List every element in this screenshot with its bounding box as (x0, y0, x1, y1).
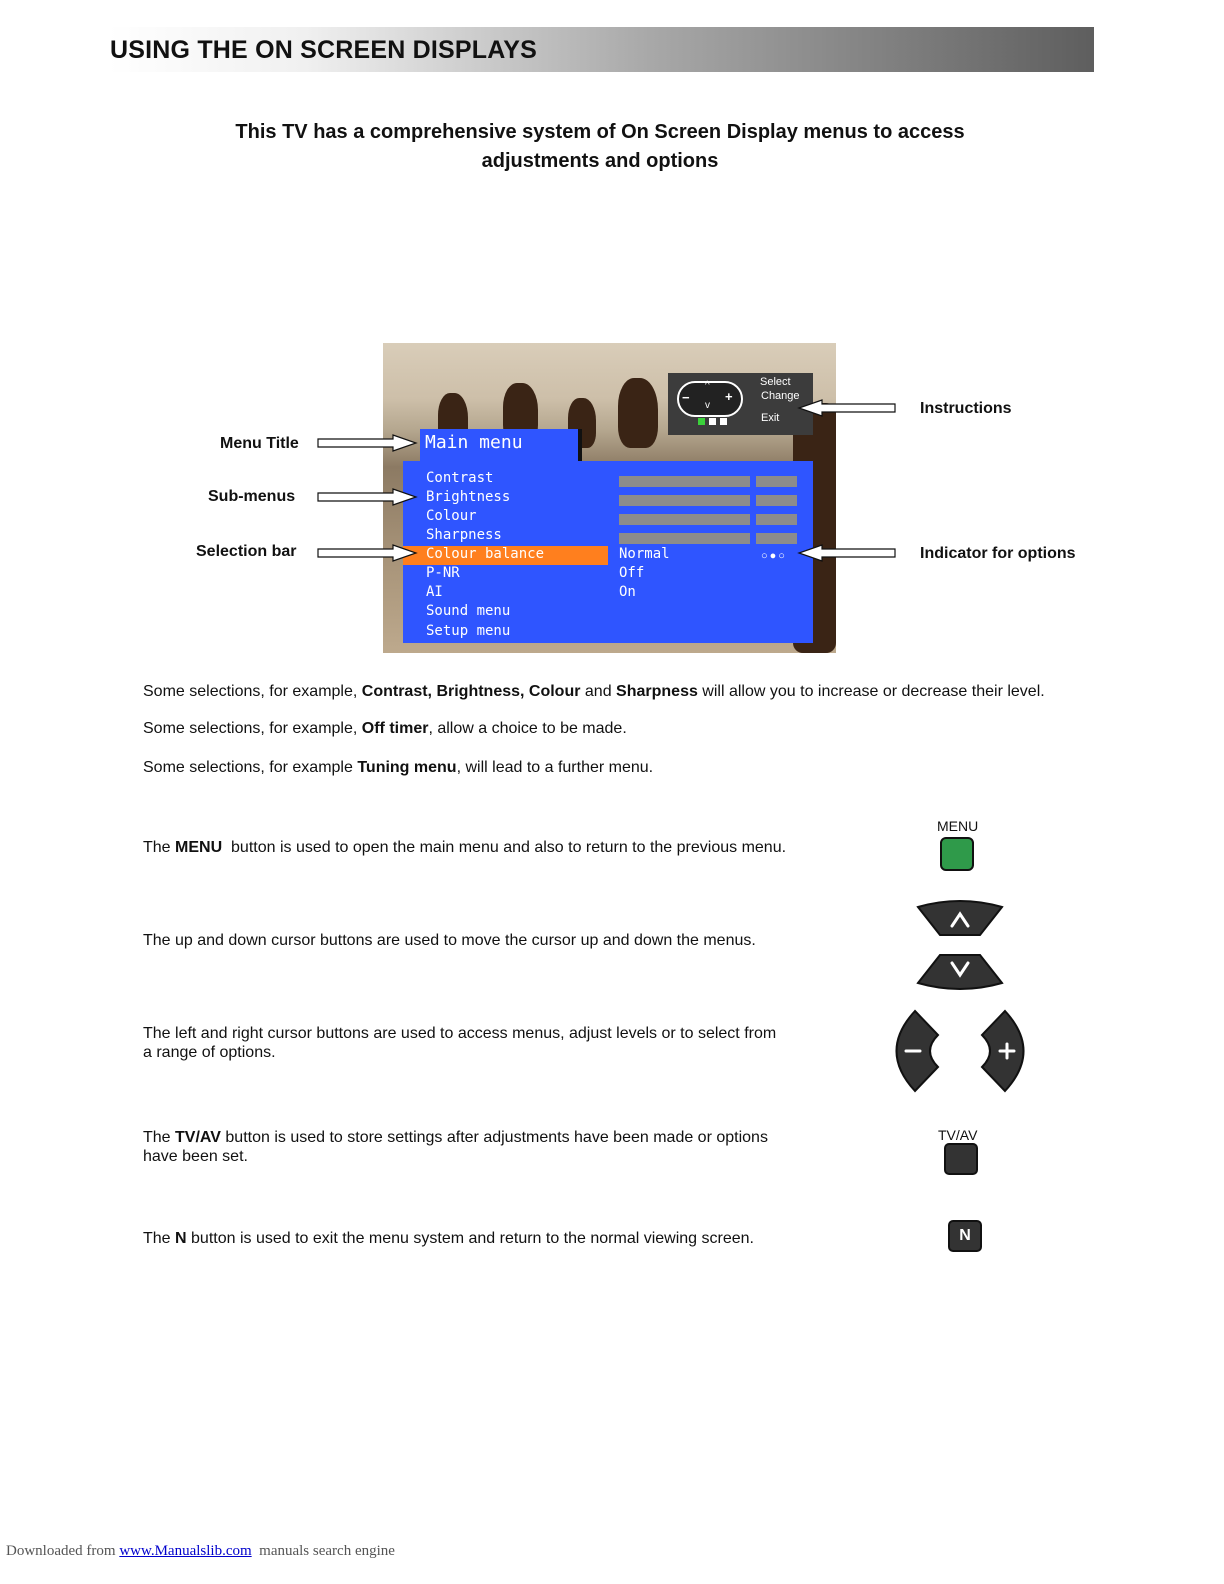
bold-text: Contrast, Brightness, Colour (361, 683, 581, 700)
paragraph-further-menu (143, 758, 653, 777)
footer (6, 1543, 395, 1560)
footer-link[interactable]: www.Manualslib.com (119, 1543, 252, 1559)
arrow-menu-title (318, 435, 416, 451)
instr-exit: Exit (761, 412, 780, 424)
tvav-button-caption: TV/AV (938, 1127, 978, 1143)
arrow-sub-menus (318, 489, 416, 505)
text: The left and right cursor buttons are used to access menus, adjust levels or to select from (143, 1025, 777, 1042)
paragraph-menu-button (143, 838, 786, 857)
tvav-button-icon (944, 1143, 978, 1175)
footer-text: Downloaded from (6, 1543, 120, 1559)
text: The (143, 1230, 176, 1247)
osd-value: On (619, 584, 636, 600)
text: Some selections, for example, (143, 683, 362, 700)
bold-text: TV/AV (175, 1129, 221, 1146)
text: will allow you to increase or decrease their level. (697, 683, 1045, 700)
text: button is used to open the main menu and also to return to the previous menu. (222, 839, 787, 856)
instr-change: Change (761, 390, 800, 402)
osd-item: P-NR (426, 565, 460, 581)
callout-sub-menus: Sub-menus (208, 488, 296, 505)
text: , will lead to a further menu. (456, 759, 654, 776)
osd-value: Normal (619, 546, 670, 562)
osd-item-selected: Colour balance (426, 546, 545, 562)
osd-item: Brightness (426, 489, 511, 505)
arrow-instructions (799, 400, 895, 416)
text: Some selections, for example, (143, 720, 362, 737)
paragraph-tvav (143, 1128, 768, 1166)
text: Some selections, for example (143, 759, 358, 776)
text: a range of options. (143, 1044, 276, 1061)
down-icon: v (705, 400, 710, 411)
bold-text: MENU (175, 839, 223, 856)
bold-text: N (175, 1230, 187, 1247)
minus-icon: − (682, 390, 690, 405)
osd-value: Off (619, 565, 645, 581)
option-indicator-icon: ○●○ (761, 550, 787, 562)
osd-item: Sound menu (426, 603, 511, 619)
up-icon: ^ (705, 380, 710, 391)
osd-item: Sharpness (426, 527, 502, 543)
callout-instructions: Instructions (920, 400, 1012, 417)
callout-arrows (0, 0, 1224, 700)
bold-text: Tuning menu (357, 759, 457, 776)
n-button-icon: N (948, 1220, 982, 1252)
text: The (143, 1129, 176, 1146)
osd-item: AI (426, 584, 443, 600)
bold-text: Off timer (361, 720, 429, 737)
osd-menu-title: Main menu (425, 432, 523, 453)
text: have been set. (143, 1148, 248, 1165)
callout-indicator: Indicator for options (920, 545, 1076, 562)
callout-menu-title: Menu Title (220, 435, 299, 452)
text: button is used to store settings after adjustments have been made or options (220, 1129, 768, 1146)
bold-text: Sharpness (616, 683, 698, 700)
menu-button-icon (940, 837, 974, 871)
intro-line-2: adjustments and options (481, 150, 719, 172)
text: and (580, 683, 617, 700)
menu-button-caption: MENU (937, 818, 979, 834)
osd-item: Setup menu (426, 623, 511, 639)
page-title: USING THE ON SCREEN DISPLAYS (110, 36, 537, 64)
paragraph-choice (143, 719, 627, 738)
cursor-buttons-illustration (880, 895, 1040, 1100)
paragraph-levels (143, 682, 1045, 701)
instr-select: Select (760, 376, 791, 388)
text: , allow a choice to be made. (428, 720, 627, 737)
up-button-icon (918, 901, 1002, 935)
footer-text: manuals search engine (251, 1543, 395, 1559)
paragraph-updown: The up and down cursor buttons are used to move the cursor up and down the menus. (143, 932, 756, 949)
down-button-icon (918, 955, 1002, 989)
paragraph-leftright (143, 1024, 776, 1062)
plus-icon: + (725, 389, 733, 404)
text: button is used to exit the menu system and return to the normal viewing screen. (186, 1230, 754, 1247)
callout-selection-bar: Selection bar (196, 543, 297, 560)
paragraph-n-button (143, 1229, 754, 1248)
osd-item: Colour (426, 508, 477, 524)
arrow-selection-bar (318, 545, 416, 561)
arrow-indicator (799, 545, 895, 561)
osd-item: Contrast (426, 470, 494, 486)
text: The (143, 839, 176, 856)
intro-line-1: This TV has a comprehensive system of On Screen Display menus to access (235, 121, 965, 143)
